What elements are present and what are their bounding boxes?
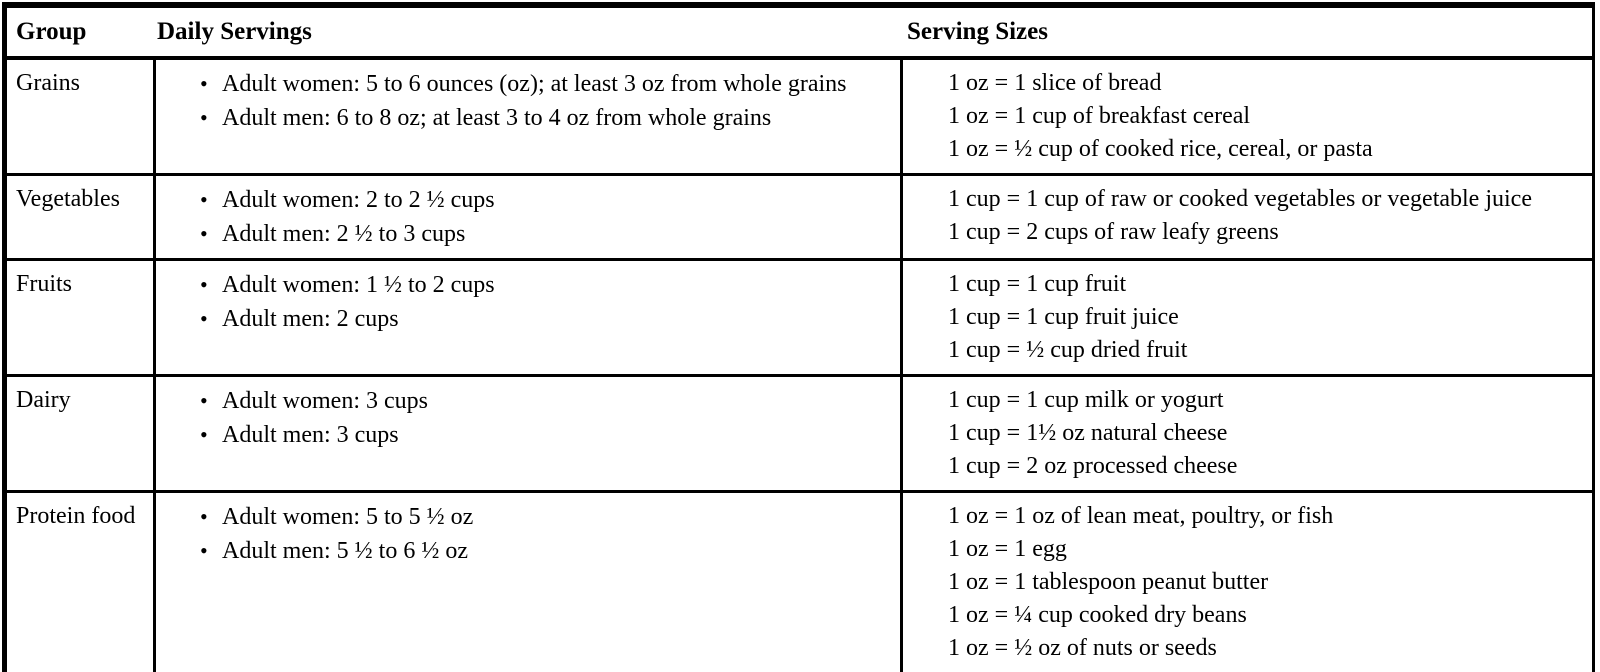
- serving-size-item: 1 oz = 1 egg: [948, 536, 1067, 562]
- daily-servings-list: [156, 500, 900, 568]
- group-cell-label: Protein food: [16, 503, 136, 529]
- group-cell-label: Grains: [16, 70, 80, 96]
- daily-serving-text: Adult men: 5 ½ to 6 ½ oz: [222, 538, 468, 564]
- bullet-icon: •: [200, 105, 208, 130]
- serving-sizes-cell: [903, 377, 1592, 490]
- serving-sizes-list: [948, 67, 1592, 166]
- column-header-serving-sizes: Serving Sizes: [907, 18, 1048, 45]
- bullet-icon: •: [200, 388, 208, 413]
- bullet-icon: •: [200, 306, 208, 331]
- serving-size-item: 1 cup = ½ cup dried fruit: [948, 337, 1188, 363]
- serving-size-item: 1 cup = 1 cup milk or yogurt: [948, 387, 1224, 413]
- group-cell: [7, 176, 153, 258]
- food-groups-table: [2, 2, 1595, 672]
- serving-size-item: 1 oz = 1 tablespoon peanut butter: [948, 569, 1269, 595]
- daily-serving-item: [200, 183, 900, 217]
- serving-size-item: 1 oz = 1 cup of breakfast cereal: [948, 103, 1251, 129]
- serving-sizes-list: [948, 268, 1592, 367]
- table-row: [7, 261, 1592, 374]
- serving-size-item: 1 oz = 1 oz of lean meat, poultry, or fish: [948, 503, 1334, 529]
- table-row: [7, 493, 1592, 672]
- daily-servings-list: [156, 183, 900, 251]
- daily-serving-text: Adult women: 1 ½ to 2 cups: [222, 272, 495, 298]
- serving-sizes-cell: [903, 60, 1592, 173]
- serving-size-item: 1 cup = 1½ oz natural cheese: [948, 420, 1228, 446]
- daily-servings-list: [156, 67, 900, 135]
- table-row: [7, 176, 1592, 258]
- serving-sizes-list: [948, 183, 1592, 249]
- group-cell: [7, 261, 153, 374]
- serving-size-item: 1 cup = 2 oz processed cheese: [948, 453, 1238, 479]
- serving-size-item: 1 cup = 1 cup of raw or cooked vegetables or vegetable juice: [948, 186, 1532, 212]
- daily-serving-text: Adult women: 3 cups: [222, 388, 428, 414]
- serving-size-item: 1 oz = ½ cup of cooked rice, cereal, or pasta: [948, 136, 1373, 162]
- daily-servings-cell: [156, 60, 900, 173]
- daily-servings-cell: [156, 261, 900, 374]
- group-cell: [7, 377, 153, 490]
- daily-serving-item: [200, 384, 900, 418]
- table-header-row: [7, 8, 1592, 56]
- daily-servings-cell: [156, 377, 900, 490]
- daily-serving-item: [200, 268, 900, 302]
- bullet-icon: •: [200, 504, 208, 529]
- serving-sizes-list: [948, 500, 1592, 665]
- bullet-icon: •: [200, 221, 208, 246]
- serving-size-item: 1 cup = 2 cups of raw leafy greens: [948, 219, 1279, 245]
- daily-serving-text: Adult men: 3 cups: [222, 422, 399, 448]
- daily-serving-item: [200, 534, 900, 568]
- daily-serving-text: Adult women: 5 to 6 ounces (oz); at least 3 oz from whole grains: [222, 71, 847, 97]
- daily-serving-item: [200, 101, 900, 135]
- table-row: [7, 377, 1592, 490]
- serving-size-item: 1 oz = ¼ cup cooked dry beans: [948, 602, 1247, 628]
- daily-serving-item: [200, 302, 900, 336]
- serving-sizes-cell: [903, 261, 1592, 374]
- table-body: [7, 60, 1592, 672]
- group-cell-label: Vegetables: [16, 186, 120, 212]
- serving-size-item: 1 oz = 1 slice of bread: [948, 70, 1162, 96]
- daily-serving-item: [200, 418, 900, 452]
- bullet-icon: •: [200, 538, 208, 563]
- daily-servings-list: [156, 268, 900, 336]
- daily-serving-item: [200, 500, 900, 534]
- bullet-icon: •: [200, 272, 208, 297]
- serving-sizes-cell: [903, 176, 1592, 258]
- serving-size-item: 1 oz = ½ oz of nuts or seeds: [948, 635, 1217, 661]
- daily-serving-text: Adult men: 2 ½ to 3 cups: [222, 221, 466, 247]
- group-cell-label: Fruits: [16, 271, 73, 297]
- group-cell: [7, 60, 153, 173]
- daily-serving-item: [200, 67, 900, 101]
- bullet-icon: •: [200, 187, 208, 212]
- daily-serving-text: Adult women: 2 to 2 ½ cups: [222, 187, 495, 213]
- serving-sizes-list: [948, 384, 1592, 483]
- daily-servings-list: [156, 384, 900, 452]
- serving-size-item: 1 cup = 1 cup fruit: [948, 271, 1127, 297]
- daily-serving-text: Adult men: 6 to 8 oz; at least 3 to 4 oz from whole grains: [222, 105, 772, 131]
- daily-servings-cell: [156, 176, 900, 258]
- daily-serving-text: Adult men: 2 cups: [222, 306, 399, 332]
- bullet-icon: •: [200, 71, 208, 96]
- daily-serving-item: [200, 217, 900, 251]
- group-cell: [7, 493, 153, 672]
- table-row: [7, 60, 1592, 173]
- daily-servings-cell: [156, 493, 900, 672]
- column-header-daily-servings: Daily Servings: [157, 18, 312, 45]
- group-cell-label: Dairy: [16, 387, 71, 413]
- serving-sizes-cell: [903, 493, 1592, 672]
- serving-size-item: 1 cup = 1 cup fruit juice: [948, 304, 1179, 330]
- column-header-group: Group: [16, 18, 87, 45]
- bullet-icon: •: [200, 422, 208, 447]
- daily-serving-text: Adult women: 5 to 5 ½ oz: [222, 504, 474, 530]
